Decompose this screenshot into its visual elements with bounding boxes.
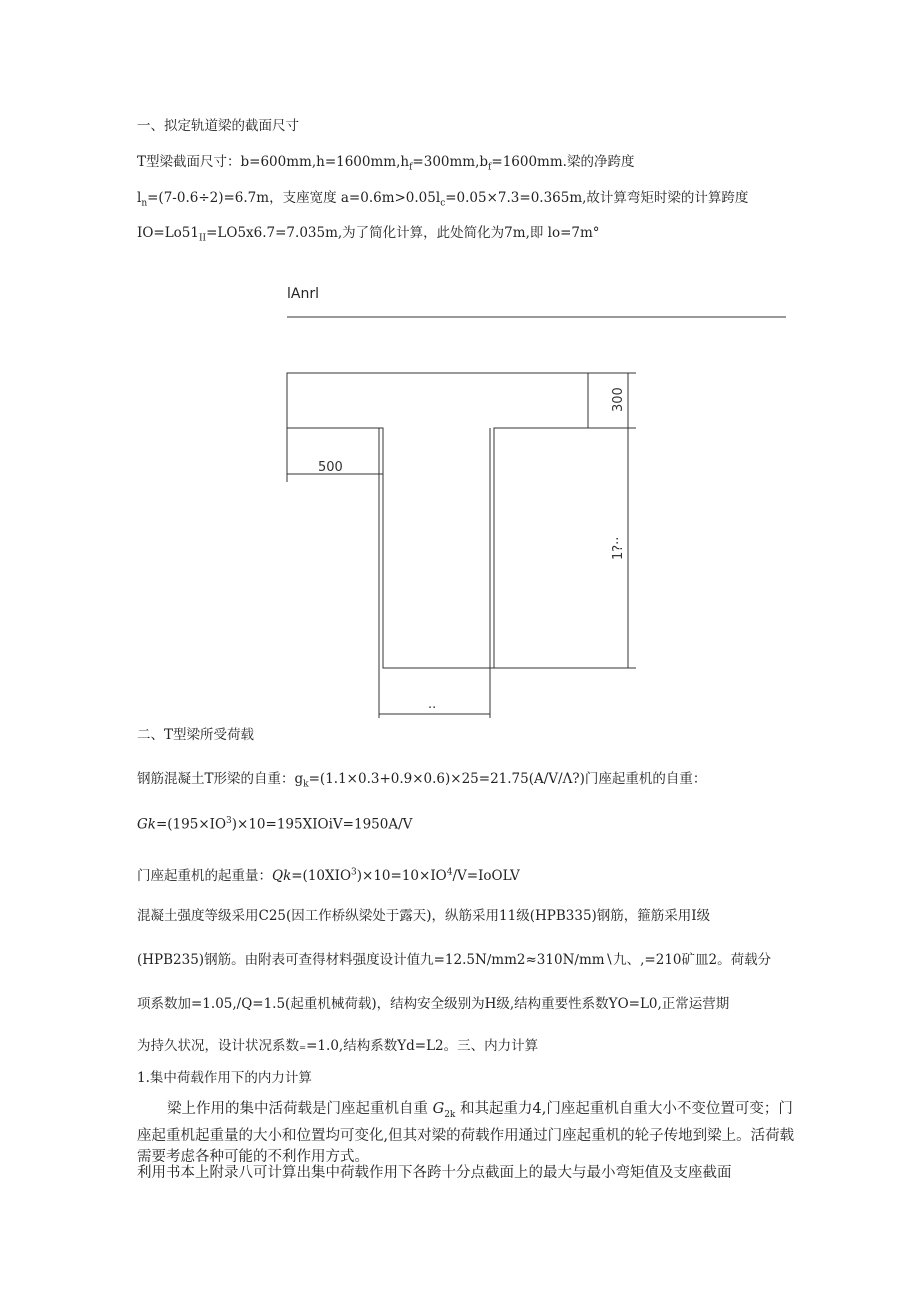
t-beam-outline [287,373,588,668]
dim-web-width: ·· [428,701,437,716]
net-span-line: $l_n=(7-0.6\div 2)=6.7m$，支座宽度 $a=0.6m>0.05l_c=0.05\times 7.3=0.365m$,故计算弯矩时梁的计算跨度 [137,190,749,209]
self-weight-line: 钢筋混凝土T形梁的自重：$g_k=(1.1\times 0.3+0.9\times 0.6)\times 25=21.75(A/V/\Lambda?)$门座起重机的自重： [137,771,707,790]
appendix-paragraph: 利用书本上附录八可计算出集中荷载作用下各跨十分点截面上的最大与最小弯矩值及支座截面 [137,1165,732,1181]
heading-section-1: 一、拟定轨道梁的截面尺寸 [137,118,299,134]
calc-span-line: $IO=Lo51_{II}=LO5x6.7=7.035m$,为了简化计算，此处简化为7m,即 lo=7m° [137,225,600,244]
subheading-concentrated-load: 1.集中荷载作用下的内力计算 [137,1070,312,1086]
material-line-1: 混凝土强度等级采用C25(因工作桥纵梁处于露天)，纵筋采用11级(HPB335)钢筋，箍筋采用I级 [137,908,711,924]
dim-web-height: 1?·· [611,536,626,560]
material-line-4: 为持久状况，设计状况系数₌=1.0,结构系数Yd=L2。三、内力计算 [137,1038,539,1054]
material-line-2: (HPB235)钢筋。由附表可查得材料强度设计值九=12.5N∕mm2≈310N∕mm∖九、,=210矿皿2。荷载分 [137,952,772,968]
crane-capacity-line: 门座起重机的起重量：$Qk=(10XIO^3)\times 10=10\times IO^4/V=IoOLV$ [137,867,520,884]
dim-top-flange: 300 [611,387,626,412]
dim-overhang: 500 [318,460,343,475]
figure-title: lAnrl [287,286,319,302]
concentrated-load-paragraph: 梁上作用的集中活荷载是门座起重机自重 $G_{2k}$ 和其起重力4,门座起重机自重大小不变位置可变；门座起重机起重量的大小和位置均可变化,但其对梁的荷载作用通过门座起重机的轮子传地到梁上。活荷载需要考虑各种可能的不利作用方式。 [137,1101,795,1165]
material-line-3: 项系数加=1.05,/Q=1.5(起重机械荷载)，结构安全级别为H级,结构重要性系数YO=L0,正常运营期 [137,996,730,1012]
heading-section-2: 二、T型梁所受荷载 [137,727,255,743]
crane-weight-line: $Gk=(195\times IO^3)\times 10=195XIOiV=1950A/V$ [137,816,413,833]
section-dimensions-line: T型梁截面尺寸：$b=600mm,h=1600mm,h_f=300mm,b_f=1600mm$.梁的净跨度 [137,154,635,173]
